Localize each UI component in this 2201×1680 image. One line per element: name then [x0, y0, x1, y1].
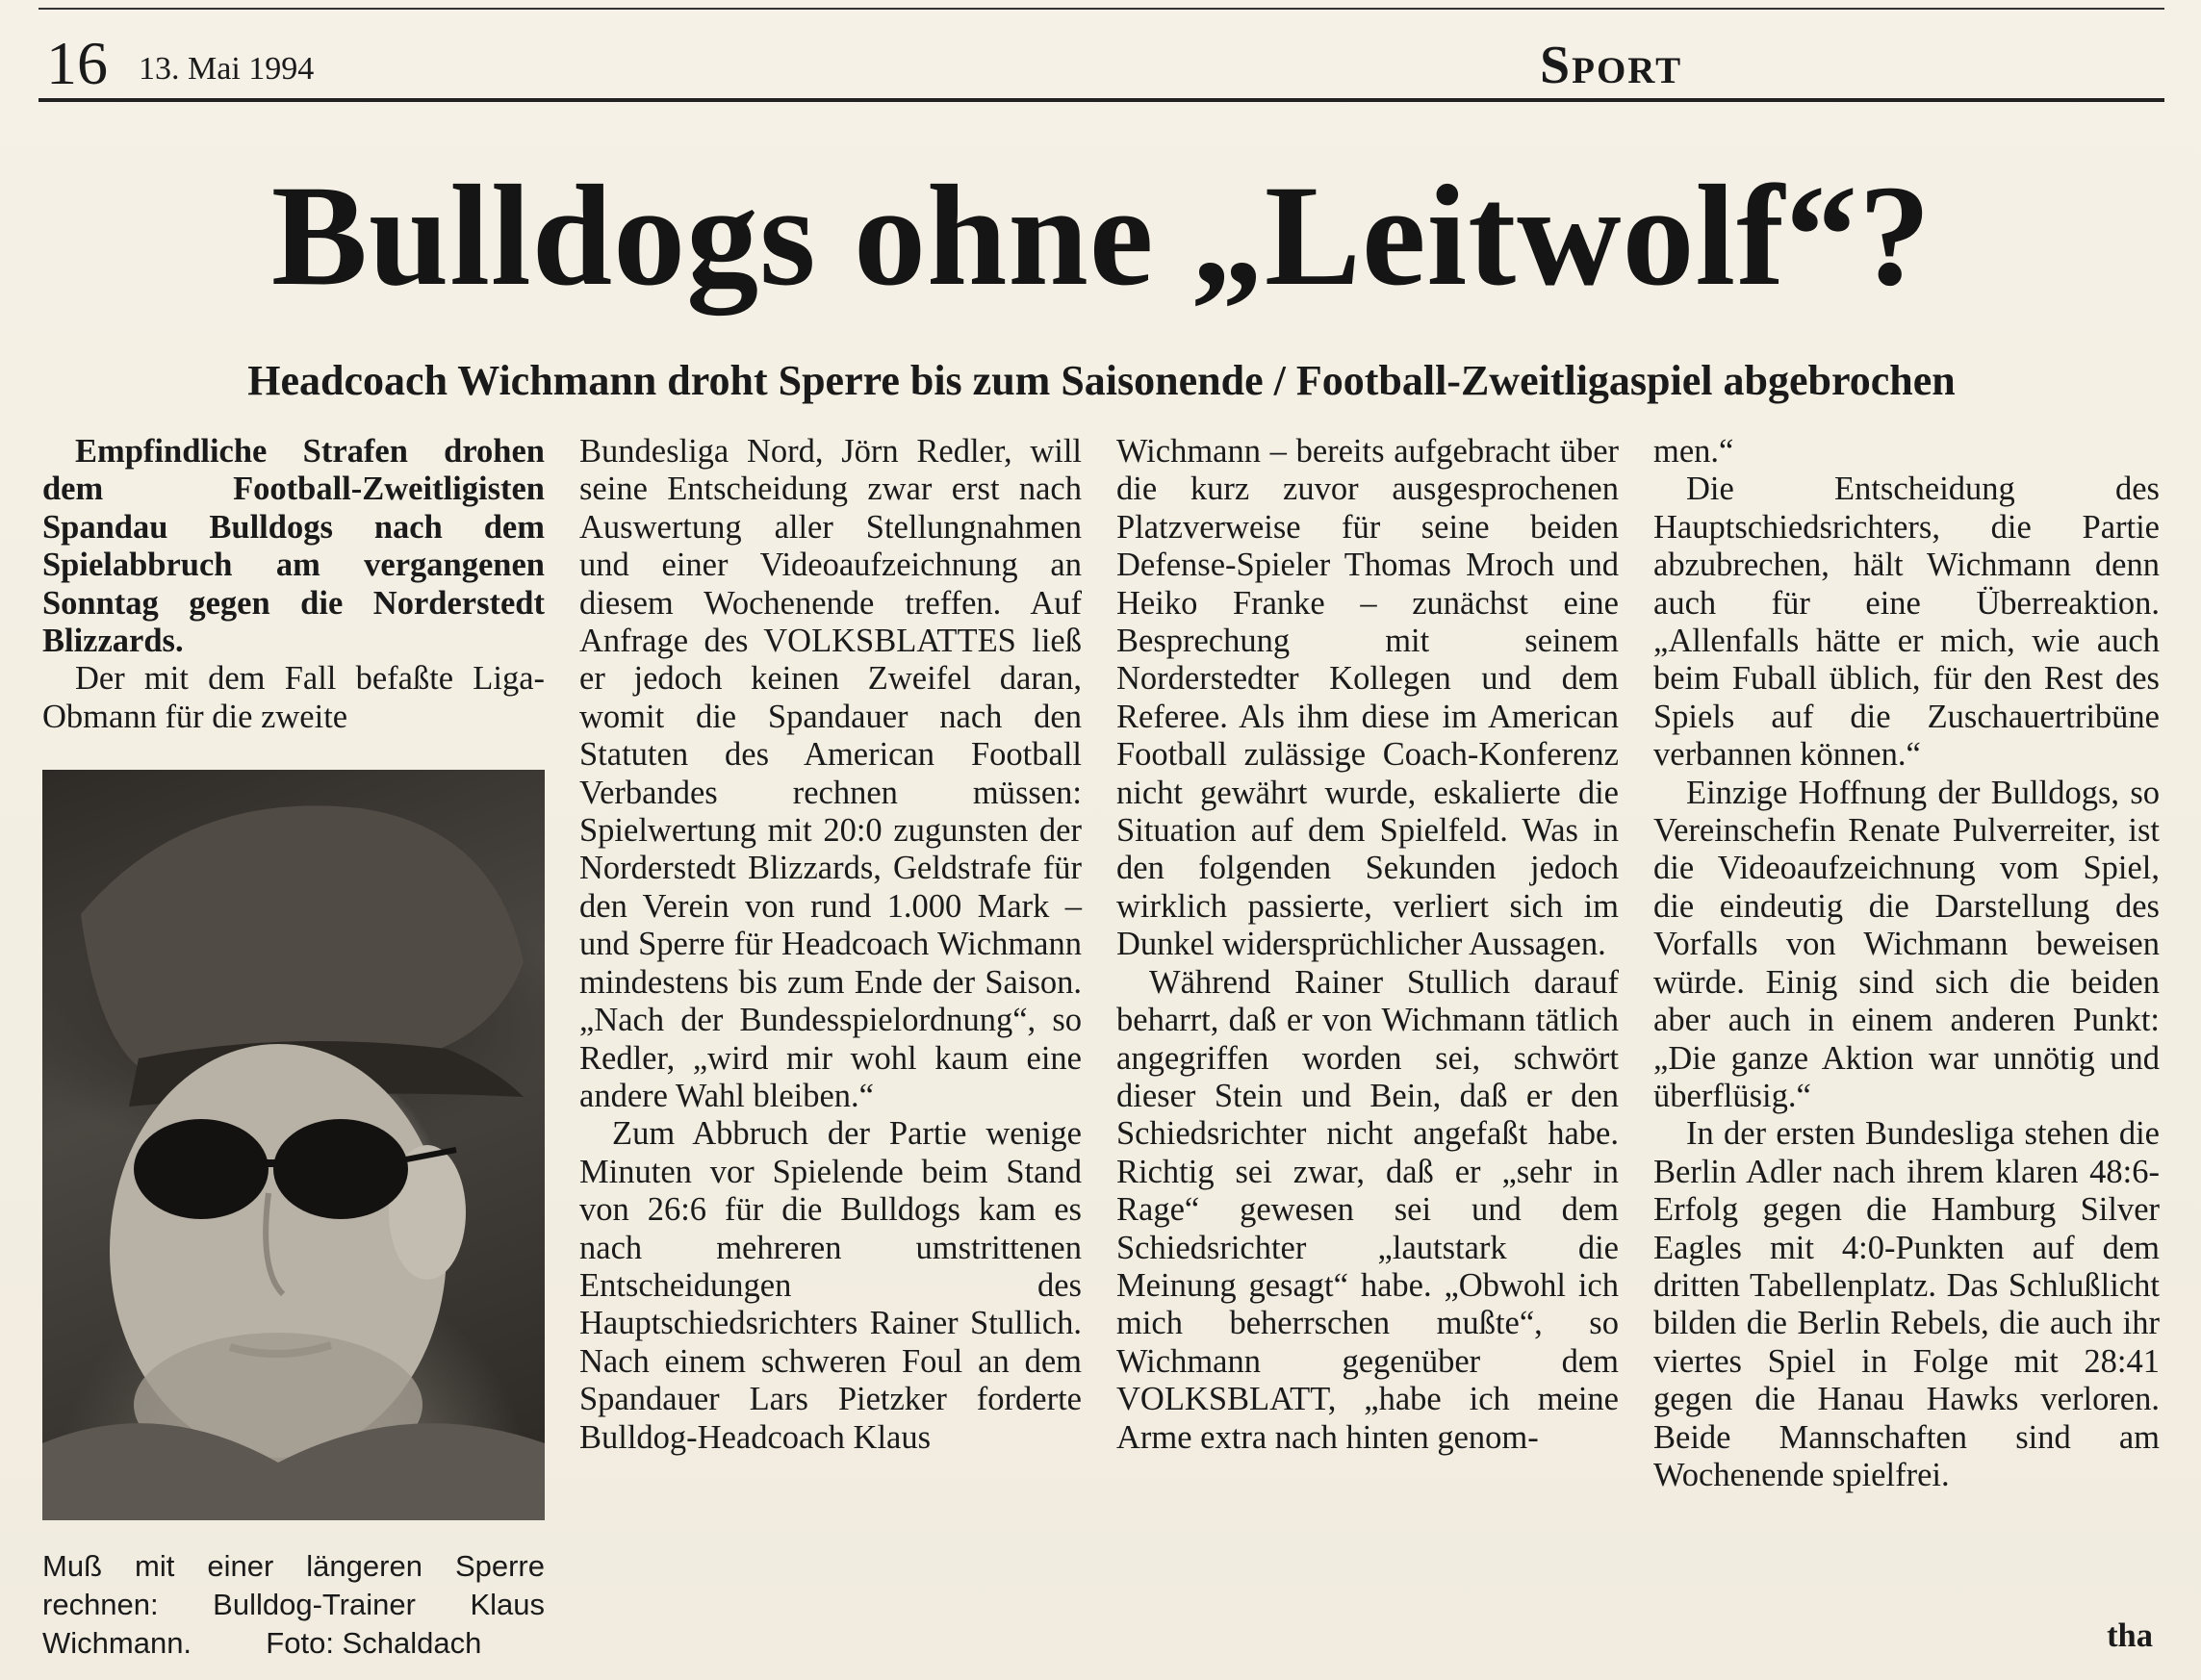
headline: Bulldogs ohne „Leitwolf“?	[270, 156, 1932, 316]
subheadline: Headcoach Wichmann droht Sperre bis zum Saisonende / Football-Zweitligaspiel abgebrochen	[247, 357, 1956, 404]
portrait-illustration	[42, 770, 545, 1520]
page-header	[38, 27, 2164, 96]
article-paragraph: Während Rainer Stullich darauf beharrt, daß er von Wichmann tätlich angegriffen worden sei, schwört dieser Stein und Bein, daß er den Schiedsrichter nicht angefaßt habe. Richtig sei zwar, daß er „sehr in Rage“ gewesen sei und dem Schiedsrichter „lautstark die Meinung gesagt“ habe. „Obwohl ich mich beherrschen mußte“, so Wichmann gegenüber dem VOLKSBLATT, „habe ich meine Arme extra nach hinten genom-	[1116, 963, 1619, 1456]
header-rule	[38, 98, 2164, 102]
photo-caption	[42, 1547, 545, 1663]
article-lead: Empfindliche Strafen drohen dem Football-Zweitligisten Spandau Bulldogs nach dem Spielabbruch am vergangenen Sonntag gegen die Norderstedt Blizzards.	[42, 433, 545, 660]
article-paragraph: Zum Abbruch der Partie wenige Minuten vor Spielende beim Stand von 26:6 für die Bulldogs kam es nach mehreren umstrittenen Entscheidungen des Hauptschiedsrichters Rainer Stullich. Nach einem schweren Foul an dem Spandauer Lars Pietzker forderte Bulldog-Headcoach Klaus	[579, 1115, 1082, 1456]
article-paragraph: Einzige Hoffnung der Bulldogs, so Vereinschefin Renate Pulverreiter, ist die Videoaufzeichnung vom Spiel, die eindeutig die Darstellung des Vorfalls von Wichmann beweisen würde. Einig sind sich die beiden aber auch in einem anderen Punkt: „Die ganze Aktion war unnötig und überflüsig.“	[1653, 774, 2160, 1114]
page-number: 16	[46, 29, 108, 97]
coach-photo	[42, 770, 545, 1520]
article-column-2	[579, 433, 1082, 1457]
article-paragraph: In der ersten Bundesliga stehen die Berlin Adler nach ihrem klaren 48:6-Erfolg gegen die Hamburg Silver Eagles mit 4:0-Punkten auf dem dritten Tabellenplatz. Das Schlußlicht bilden die Berlin Rebels, die auch ihr viertes Spiel in Folge mit 28:41 gegen die Hanau Hawks verloren. Beide Mannschaften sind am Wochenende spielfrei.	[1653, 1115, 2160, 1493]
caption-text: Muß mit einer längeren Sperre rechnen: Bulldog-Trainer Klaus Wichmann.	[42, 1549, 545, 1660]
article-paragraph: men.“	[1653, 433, 1734, 470]
section-title: Sport	[1540, 36, 1683, 95]
article-column-3	[1116, 433, 1619, 1457]
article-paragraph: Der mit dem Fall befaßte Liga-Obmann für die zweite	[42, 660, 545, 735]
article-paragraph: Die Entscheidung des Hauptschiedsrichters, die Partie abzubrechen, hält Wichmann denn auch für eine Überreaktion. „Allenfalls hätte er mich, wie auch beim Fuball üblich, für den Rest des Spiels auf die Zuschauertribüne verbannen können.“	[1653, 471, 2160, 774]
article-column-1	[42, 433, 545, 736]
article-paragraph: Wichmann – bereits aufgebracht über die kurz zuvor ausgesprochenen Platzverweise für seine beiden Defense-Spieler Thomas Mroch und Heiko Franke – zunächst eine Besprechung mit seinem Norderstedter Kollegen und dem Referee. Als ihm diese im American Football zulässige Coach-Konferenz nicht gewährt wurde, eskalierte die Situation auf dem Spielfeld. Was in den folgenden Sekunden jedoch wirklich passierte, verliert sich im Dunkel widersprüchlicher Aussagen.	[1116, 433, 1619, 963]
top-rule	[38, 8, 2164, 10]
issue-date: 13. Mai 1994	[139, 51, 315, 87]
article-paragraph: Bundesliga Nord, Jörn Redler, will seine Entscheidung zwar erst nach Auswertung aller Stellungnahmen und einer Videoaufzeichnung an diesem Wochenende treffen. Auf Anfrage des VOLKSBLATTES ließ er jedoch keinen Zweifel daran, womit die Spandauer nach den Statuten des American Football Verbandes rechnen müssen: Spielwertung mit 20:0 zugunsten der Norderstedt Blizzards, Geldstrafe für den Verein von rund 1.000 Mark – und Sperre für Headcoach Wichmann mindestens bis zum Ende der Saison. „Nach der Bundesspielordnung“, so Redler, „wird mir wohl kaum eine andere Wahl bleiben.“	[579, 433, 1082, 1114]
author-initials: tha	[2107, 1617, 2153, 1654]
article-column-4	[1653, 433, 2160, 1494]
photo-credit: Foto: Schaldach	[266, 1626, 482, 1660]
